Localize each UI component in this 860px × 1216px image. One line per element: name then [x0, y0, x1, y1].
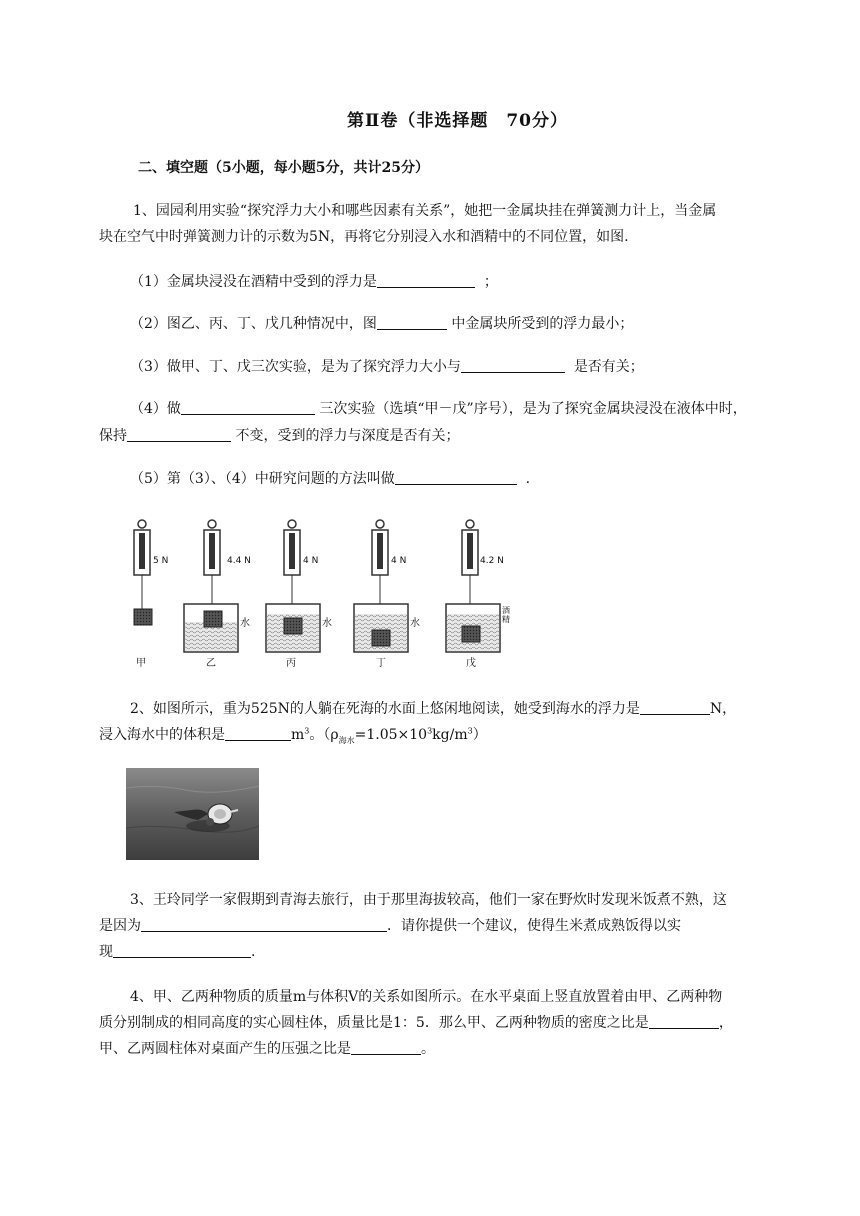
q1-part4-line2-end: 不变，受到的浮力与深度是否有关；: [235, 428, 460, 444]
scale-yi: [184, 520, 238, 652]
q1-part2-text: （2）图乙、丙、丁、戊几种情况中，图: [130, 316, 377, 332]
liquid-bing: 水: [322, 618, 332, 629]
reading-bing: 4 N: [303, 556, 319, 566]
q1-part2-blank[interactable]: [377, 315, 447, 330]
q1-part4-blank[interactable]: [181, 400, 315, 415]
q3-line2-end: ．请你提供一个建议，使得生米煮成熟饭得以实: [387, 918, 681, 934]
q3-line2: [99, 915, 681, 935]
q1-part5-end: .: [525, 471, 531, 487]
q2-line1-end: N，: [709, 701, 737, 717]
q1-part1-text: （1）金属块浸没在酒精中受到的浮力是: [130, 274, 377, 290]
q3-line3-end: .: [251, 944, 256, 960]
q2-rho-sub: 海水: [338, 735, 355, 745]
q1-part3-text: （3）做甲、丁、戊三次实验，是为了探究浮力大小与: [130, 359, 461, 375]
q1-line2: 块在空气中时弹簧测力计的示数为5N，再将它分别浸入水和酒精中的不同位置，如图.: [99, 229, 629, 245]
q3-line1: 3、王玲同学一家假期到青海去旅行，由于那里海拔较高，他们一家在野炊时发现米饭煮不熟，这: [130, 892, 727, 908]
q4-line3: [99, 1038, 435, 1058]
q2-given1: 。（ρ: [309, 727, 339, 743]
q1-part4-text: （4）做: [130, 401, 181, 417]
dead-sea-photo-image: [126, 768, 259, 860]
caption-ding: 丁: [376, 658, 386, 669]
q1-part5: [130, 468, 530, 488]
q4-line2: [99, 1012, 733, 1032]
q3-suggestion-blank[interactable]: [113, 943, 251, 958]
caption-jia: 甲: [136, 658, 146, 669]
q4-line3-text: 甲、乙两圆柱体对桌面产生的压强之比是: [99, 1041, 351, 1057]
q1-part5-blank[interactable]: [395, 470, 517, 485]
section-heading: 二、填空题（5小题，每小题5分，共计25分）: [138, 160, 429, 176]
q2-line1: [130, 698, 736, 718]
reading-yi: 4.4 N: [227, 556, 251, 566]
scale-jia: [134, 520, 152, 625]
q3-line2-text: 是因为: [99, 918, 141, 934]
q4-line1: 4、甲、乙两种物质的质量m与体积V的关系如图所示。在水平桌面上竖直放置着由甲、乙两种物: [130, 989, 723, 1005]
scale-ding: [354, 520, 408, 652]
q4-line3-end: 。: [421, 1041, 435, 1057]
q2-exp1: 3: [427, 726, 433, 736]
q2-line2: [99, 724, 487, 746]
q4-pressure-blank[interactable]: [351, 1040, 421, 1055]
q2-given2: =1.05×10: [354, 727, 428, 743]
reading-wu: 4.2 N: [480, 556, 504, 566]
q1-part4-mid: 三次实验（选填“甲－戊”序号），是为了探究金属块浸没在液体中时，: [319, 401, 747, 417]
caption-wu: 戊: [466, 658, 476, 669]
page-title: 第Ⅱ卷（非选择题 70分）: [347, 111, 568, 131]
scale-wu: [446, 520, 500, 652]
reading-jia: 5 N: [153, 556, 169, 566]
q4-line2-end: ，: [718, 1015, 733, 1031]
q2-line2-text: 浸入海水中的体积是: [99, 727, 225, 743]
q2-line1-text: 2、如图所示，重为525N的人躺在死海的水面上悠闲地阅读，她受到海水的浮力是: [130, 701, 640, 717]
liquid-wu: 酒精: [502, 606, 510, 624]
q1-part2: [130, 313, 633, 333]
caption-yi: 乙: [206, 658, 216, 669]
q1-part3-end: 是否有关；: [573, 359, 644, 375]
dead-sea-photo: [126, 768, 259, 860]
q1-line1: 1、园园利用实验“探究浮力大小和哪些因素有关系”，她把一金属块挂在弹簧测力计上，当金属: [133, 203, 717, 219]
q2-given3: kg/m: [432, 727, 468, 743]
q1-part1-blank[interactable]: [377, 273, 475, 288]
q2-force-blank[interactable]: [640, 700, 710, 715]
q4-density-blank[interactable]: [649, 1014, 719, 1029]
spring-scale-diagram: [124, 518, 524, 668]
q1-part4-line2: [99, 425, 459, 445]
q1-part1-end: ；: [483, 274, 498, 290]
q4-line2-text: 质分别制成的相同高度的实心圆柱体，质量比是1：5．那么甲、乙两种物质的密度之比是: [99, 1015, 649, 1031]
q3-line3: [99, 941, 255, 961]
q1-part4-blank2[interactable]: [127, 427, 231, 442]
caption-bing: 丙: [286, 658, 296, 669]
q2-unit-exp: 3: [304, 726, 310, 736]
reading-ding: 4 N: [391, 556, 407, 566]
q1-part2-end: 中金属块所受到的浮力最小；: [451, 316, 634, 332]
q2-exp2: 3: [467, 726, 473, 736]
q1-part4-line2-text: 保持: [99, 428, 127, 444]
q2-volume-blank[interactable]: [225, 726, 291, 741]
q3-reason-blank[interactable]: [141, 917, 387, 932]
spring-scale-figure: [124, 518, 524, 668]
liquid-ding: 水: [410, 618, 420, 629]
q3-line3-text: 现: [99, 944, 113, 960]
q1-part5-text: （5）第（3）、（4）中研究问题的方法叫做: [130, 471, 395, 487]
q2-given4: ）: [472, 727, 487, 743]
q1-part3-blank[interactable]: [461, 358, 565, 373]
liquid-yi: 水: [240, 618, 250, 629]
q2-unit: m: [291, 727, 305, 743]
q1-part4: [130, 398, 747, 418]
q1-part1: [130, 271, 498, 291]
scale-bing: [266, 520, 320, 652]
q1-part3: [130, 356, 644, 376]
